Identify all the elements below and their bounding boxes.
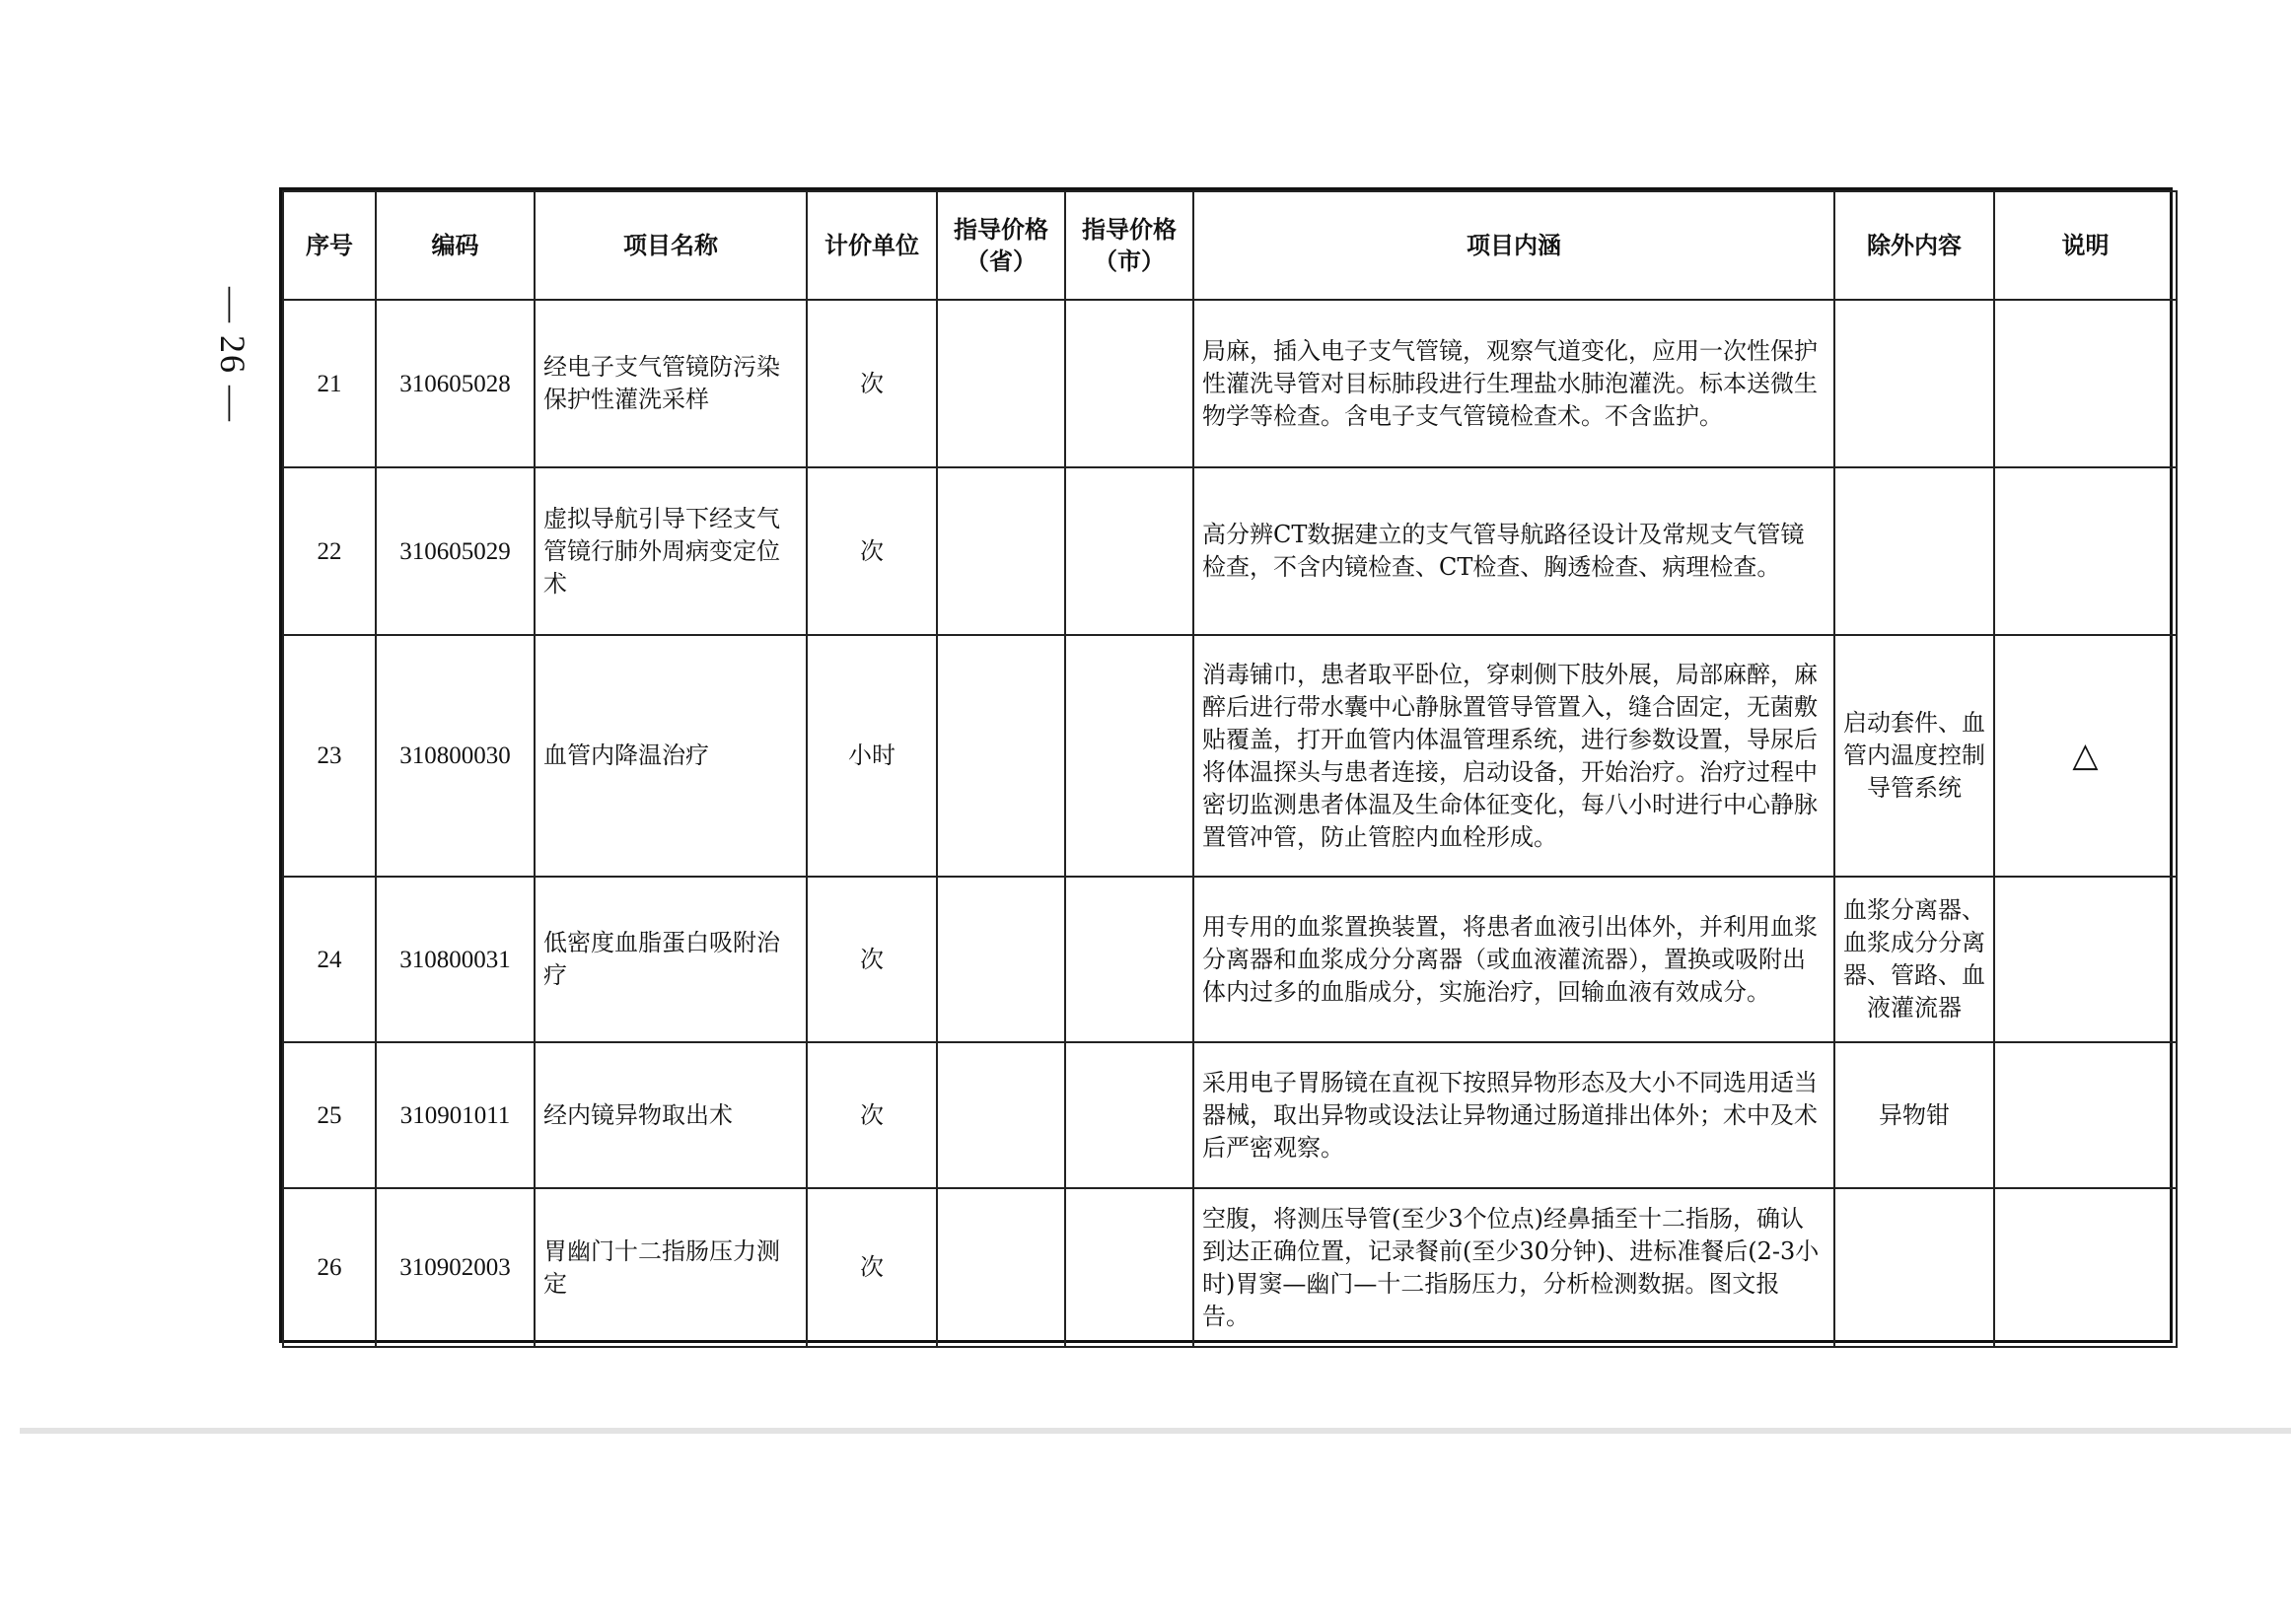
cell-exclude [1834, 300, 1994, 467]
cell-content: 空腹，将测压导管(至少3个位点)经鼻插至十二指肠，确认到达正确位置，记录餐前(至少30分钟)、进标准餐后(2-3小时)胃窦—幽门—十二指肠压力，分析检测数据。图文报告。 [1193, 1188, 1834, 1347]
table-row [283, 1042, 2177, 1188]
cell-note [1994, 467, 2177, 635]
cell-exclude: 启动套件、血管内温度控制导管系统 [1834, 635, 1994, 877]
cell-serial: 25 [283, 1042, 376, 1188]
header-price-province: 指导价格（省） [937, 191, 1065, 300]
header-item-name: 项目名称 [535, 191, 807, 300]
cell-content: 局麻，插入电子支气管镜，观察气道变化，应用一次性保护性灌洗导管对目标肺段进行生理盐水肺泡灌洗。标本送微生物学等检查。含电子支气管镜检查术。不含监护。 [1193, 300, 1834, 467]
cell-exclude: 血浆分离器、血浆成分分离器、管路、血液灌流器 [1834, 877, 1994, 1042]
cell-price-city [1065, 467, 1193, 635]
table-row [283, 467, 2177, 635]
cell-price-city [1065, 635, 1193, 877]
header-exclude: 除外内容 [1834, 191, 1994, 300]
cell-price-city [1065, 877, 1193, 1042]
cell-item-name: 虚拟导航引导下经支气管镜行肺外周病变定位术 [535, 467, 807, 635]
header-note: 说明 [1994, 191, 2177, 300]
cell-price-city [1065, 1042, 1193, 1188]
cell-price-province [937, 300, 1065, 467]
cell-code: 310605028 [376, 300, 535, 467]
cell-code: 310605029 [376, 467, 535, 635]
cell-unit: 次 [807, 467, 937, 635]
cell-price-city [1065, 300, 1193, 467]
cell-exclude [1834, 1188, 1994, 1347]
cell-price-province [937, 1188, 1065, 1347]
cell-unit: 小时 [807, 635, 937, 877]
cell-content: 高分辨CT数据建立的支气管导航路径设计及常规支气管镜检查，不含内镜检查、CT检查、胸透检查、病理检查。 [1193, 467, 1834, 635]
scan-artifact-line [20, 1428, 2291, 1434]
cell-note [1994, 1042, 2177, 1188]
header-unit: 计价单位 [807, 191, 937, 300]
header-code: 编码 [376, 191, 535, 300]
cell-unit: 次 [807, 300, 937, 467]
cell-item-name: 胃幽门十二指肠压力测定 [535, 1188, 807, 1347]
cell-serial: 26 [283, 1188, 376, 1347]
cell-code: 310902003 [376, 1188, 535, 1347]
cell-item-name: 低密度血脂蛋白吸附治疗 [535, 877, 807, 1042]
price-table-container [279, 187, 2173, 1343]
cell-exclude [1834, 467, 1994, 635]
cell-content: 消毒铺巾，患者取平卧位，穿刺侧下肢外展，局部麻醉，麻醉后进行带水囊中心静脉置管导管置入，缝合固定，无菌敷贴覆盖，打开血管内体温管理系统，进行参数设置，导尿后将体温探头与患者连接，启动设备，开始治疗。治疗过程中密切监测患者体温及生命体征变化，每八小时进行中心静脉置管冲管，防止管腔内血栓形成。 [1193, 635, 1834, 877]
cell-code: 310800031 [376, 877, 535, 1042]
cell-note [1994, 300, 2177, 467]
table-row [283, 877, 2177, 1042]
header-price-city: 指导价格（市） [1065, 191, 1193, 300]
cell-code: 310901011 [376, 1042, 535, 1188]
cell-content: 用专用的血浆置换装置，将患者血液引出体外，并利用血浆分离器和血浆成分分离器（或血液灌流器），置换或吸附出体内过多的血脂成分，实施治疗，回输血液有效成分。 [1193, 877, 1834, 1042]
cell-exclude: 异物钳 [1834, 1042, 1994, 1188]
table-row [283, 1188, 2177, 1347]
table-row [283, 635, 2177, 877]
cell-serial: 24 [283, 877, 376, 1042]
cell-code: 310800030 [376, 635, 535, 877]
price-table [282, 190, 2178, 1348]
table-header-row [283, 191, 2177, 300]
cell-serial: 21 [283, 300, 376, 467]
table-row [283, 300, 2177, 467]
cell-price-province [937, 1042, 1065, 1188]
cell-price-province [937, 635, 1065, 877]
cell-price-province [937, 467, 1065, 635]
cell-price-province [937, 877, 1065, 1042]
cell-item-name: 经内镜异物取出术 [535, 1042, 807, 1188]
triangle-note-icon: △ [1994, 635, 2177, 877]
cell-content: 采用电子胃肠镜在直视下按照异物形态及大小不同选用适当器械，取出异物或设法让异物通过肠道排出体外；术中及术后严密观察。 [1193, 1042, 1834, 1188]
cell-unit: 次 [807, 1042, 937, 1188]
cell-note [1994, 1188, 2177, 1347]
header-content: 项目内涵 [1193, 191, 1834, 300]
cell-unit: 次 [807, 1188, 937, 1347]
cell-item-name: 血管内降温治疗 [535, 635, 807, 877]
page-number: — 26 — [213, 287, 252, 423]
header-serial: 序号 [283, 191, 376, 300]
cell-unit: 次 [807, 877, 937, 1042]
cell-price-city [1065, 1188, 1193, 1347]
cell-serial: 23 [283, 635, 376, 877]
cell-note [1994, 877, 2177, 1042]
cell-serial: 22 [283, 467, 376, 635]
cell-item-name: 经电子支气管镜防污染保护性灌洗采样 [535, 300, 807, 467]
